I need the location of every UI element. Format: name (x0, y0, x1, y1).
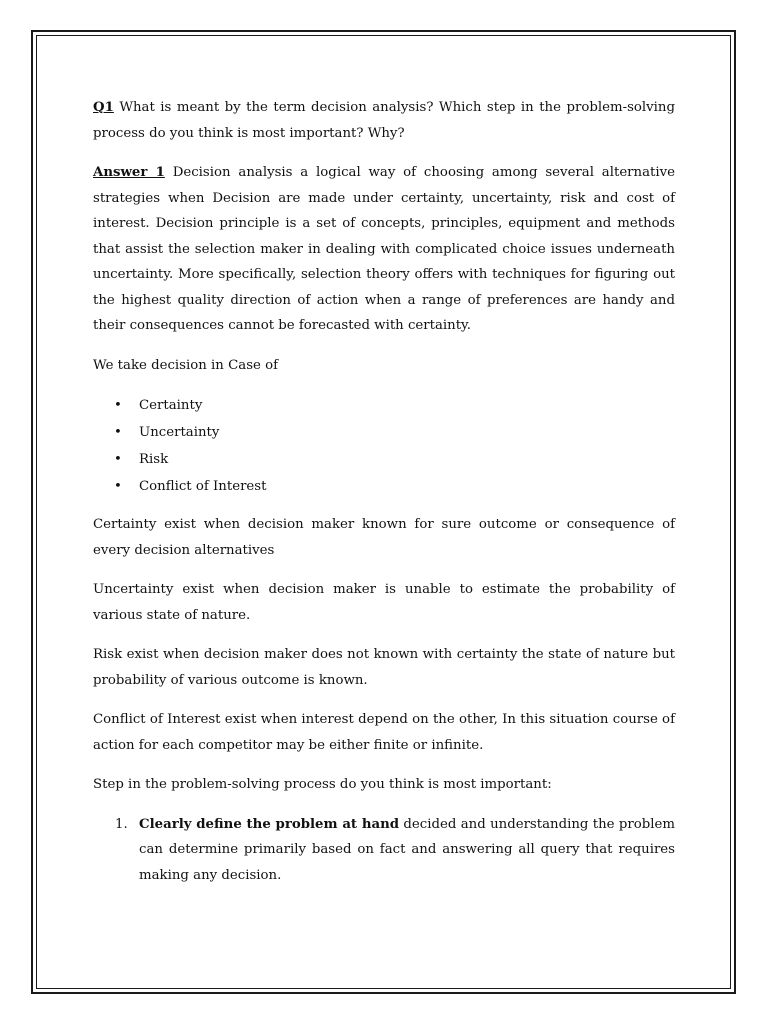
conflict-definition: Conflict of Interest exist when interest depend on the other, In this situation course of action for each competitor may be either finite or infinite. (93, 712, 675, 753)
certainty-definition: Certainty exist when decision maker known for sure outcome or consequence of every decision alternatives (93, 517, 675, 558)
cases-intro: We take decision in Case of (93, 357, 279, 373)
cases-list (93, 392, 675, 500)
bullet-icon: • (114, 398, 122, 413)
step-text: decided and understanding the problem can determine primarily based on fact and answering all query that requires making any decision. (139, 816, 675, 883)
uncertainty-definition: Uncertainty exist when decision maker is unable to estimate the probability of various state of nature. (93, 582, 675, 623)
step-title: Clearly define the problem at hand (139, 816, 400, 832)
question-text: What is meant by the term decision analysis? Which step in the problem-solving process do you think is most important? Why? (93, 100, 675, 141)
list-item-text: Conflict of Interest (139, 479, 267, 494)
answer-label: Answer 1 (93, 165, 165, 180)
list-item (93, 419, 675, 446)
list-item-text: Certainty (139, 398, 203, 413)
list-item (93, 392, 675, 419)
answer-text: Decision analysis a logical way of choosing among several alternative strategies when Decision are made under certainty, uncertainty, risk and cost of interest. Decision principle is a set of concepts, principles, equipment and methods that assist the selection maker in dealing with complicated choice issues underneath uncertainty. More specifically, selection theory offers with techniques for figuring out the highest quality direction of action when a range of preferences are handy and their consequences cannot be forecasted with certainty. (93, 165, 676, 333)
answer-paragraph (93, 160, 675, 339)
list-item (93, 812, 675, 889)
steps-intro: Step in the problem-solving process do you think is most important: (93, 777, 552, 792)
question-paragraph (93, 95, 675, 146)
list-item-text: Risk (139, 452, 169, 467)
steps-list (93, 812, 675, 889)
list-item (93, 473, 675, 500)
question-label: Q1 (93, 100, 114, 115)
document-body (93, 95, 675, 888)
bullet-icon: • (114, 425, 122, 440)
risk-definition: Risk exist when decision maker does not known with certainty the state of nature but probability of various outcome is known. (93, 647, 675, 688)
bullet-icon: • (114, 479, 122, 494)
list-item (93, 446, 675, 473)
step-number: 1. (115, 816, 128, 832)
list-item-text: Uncertainty (139, 425, 220, 440)
bullet-icon: • (114, 452, 122, 467)
